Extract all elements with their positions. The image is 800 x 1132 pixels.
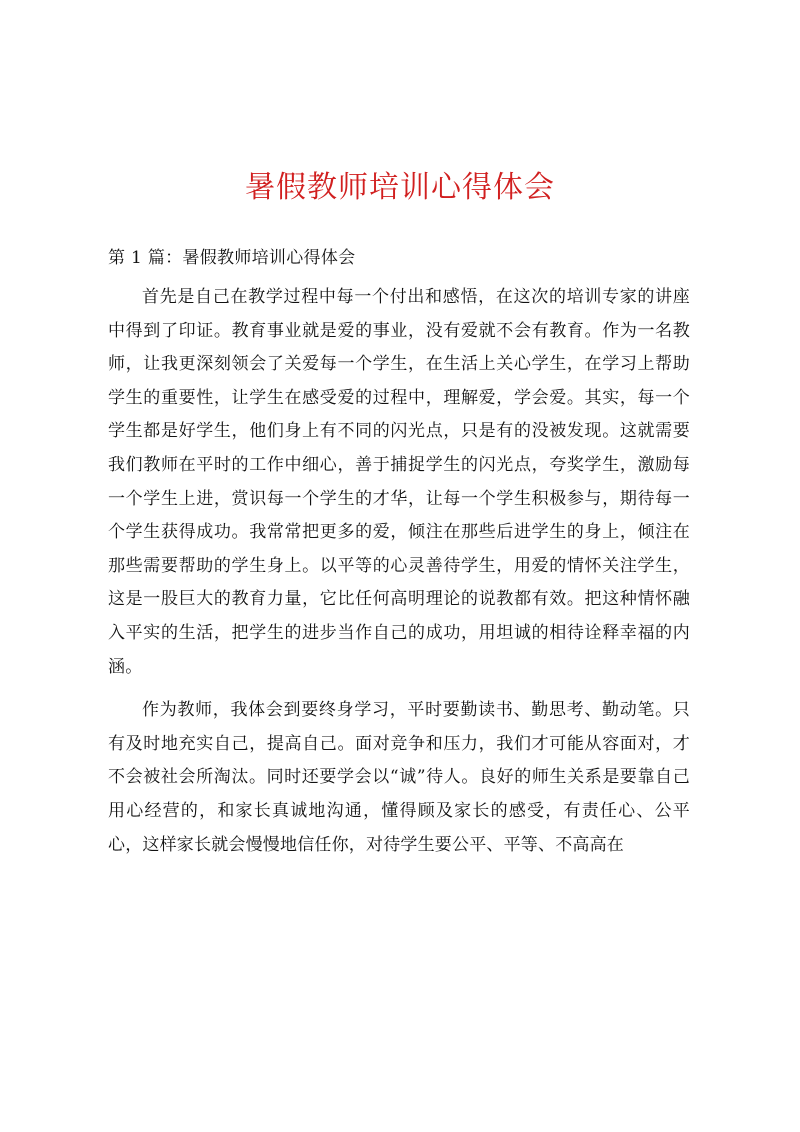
body-paragraph-2: 作为教师，我体会到要终身学习，平时要勤读书、勤思考、勤动笔。只有及时地充实自己，提高自己。面对竞争和压力，我们才可能从容面对，才不会被社会所淘汰。同时还要学会以“诚”待人。良好的师生关系是要靠自己用心经营的，和家长真诚地沟通，懂得顾及家长的感受，有责任心、公平心，这样家长就会慢慢地信任你，对待学生要公平、平等、不高高在 — [108, 700, 690, 855]
document-title: 暑假教师培训心得体会 — [245, 170, 555, 205]
document-body — [108, 281, 690, 872]
section-heading: 第 1 篇：暑假教师培训心得体会 — [108, 248, 356, 268]
body-paragraph-1: 首先是自己在教学过程中每一个付出和感悟，在这次的培训专家的讲座中得到了印证。教育事业就是爱的事业，没有爱就不会有教育。作为一名教师，让我更深刻领会了关爱每一个学生，在生活上关心学生，在学习上帮助学生的重要性，让学生在感受爱的过程中，理解爱，学会爱。其实，每一个学生都是好学生，他们身上有不同的闪光点，只是有的没被发现。这就需要我们教师在平时的工作中细心，善于捕捉学生的闪光点，夸奖学生，激励每一个学生上进，赏识每一个学生的才华，让每一个学生积极参与，期待每一个学生获得成功。我常常把更多的爱，倾注在那些后进学生的身上，倾注在那些需要帮助的学生身上。以平等的心灵善待学生，用爱的情怀关注学生，这是一股巨大的教育力量，它比任何高明理论的说教都有效。把这种情怀融入平实的生活，把学生的进步当作自己的成功，用坦诚的相待诠释幸福的内涵。 — [108, 287, 690, 677]
